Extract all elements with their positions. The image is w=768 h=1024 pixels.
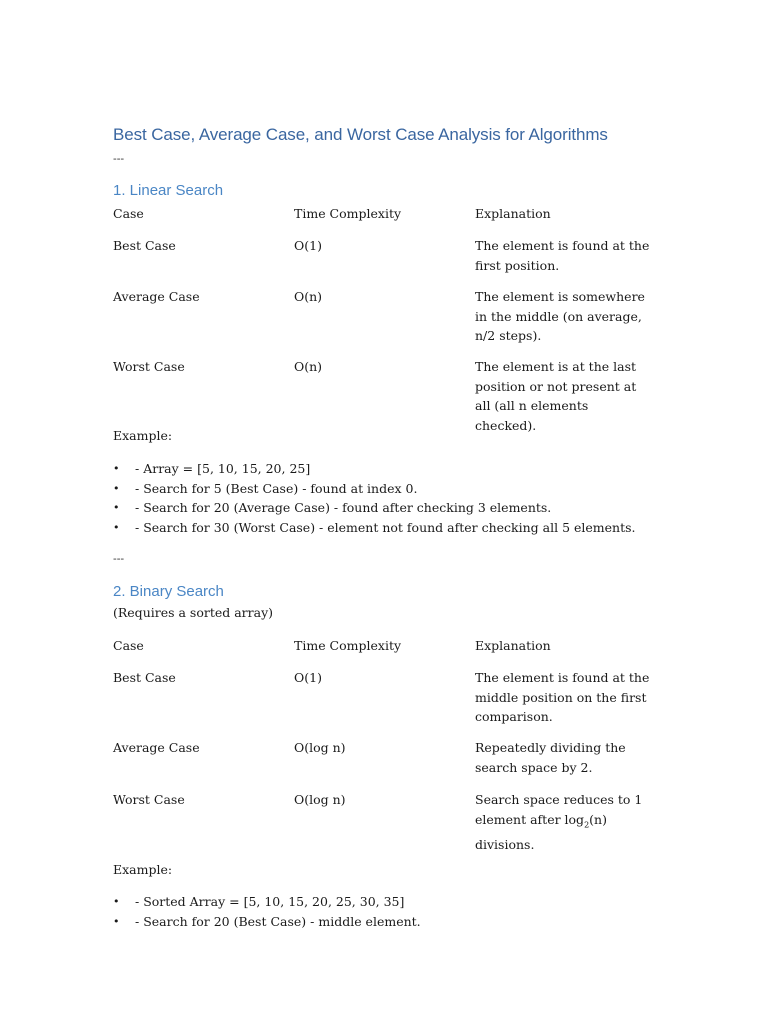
header-explanation: Explanation bbox=[475, 638, 551, 653]
complexity-cell: O(1) bbox=[294, 670, 322, 685]
header-case: Case bbox=[113, 638, 144, 653]
explanation-cell: The element is somewhere in the middle (on average, n/2 steps). bbox=[475, 289, 645, 343]
section-heading-linear-search: 1. Linear Search bbox=[113, 182, 224, 199]
header-time-complexity: Time Complexity bbox=[294, 638, 402, 653]
explanation-text: Search space reduces to 1 element after log bbox=[475, 792, 643, 827]
header-case: Case bbox=[113, 206, 144, 221]
complexity-cell: O(log n) bbox=[294, 792, 346, 807]
binary-search-examples bbox=[113, 892, 421, 931]
example-label: Example: bbox=[113, 428, 173, 443]
bullet-icon: • bbox=[113, 895, 120, 908]
list-item bbox=[113, 912, 421, 932]
bullet-icon: • bbox=[113, 462, 120, 475]
explanation-cell: The element is at the last position or not present at all (all n elements checked). bbox=[475, 359, 637, 433]
case-cell: Average Case bbox=[113, 289, 200, 304]
example-text: - Search for 30 (Worst Case) - element not found after checking all 5 elements. bbox=[135, 519, 636, 535]
document-title: Best Case, Average Case, and Worst Case Analysis for Algorithms bbox=[113, 125, 608, 144]
case-cell: Worst Case bbox=[113, 792, 185, 807]
list-item bbox=[113, 892, 421, 912]
section-heading-binary-search: 2. Binary Search bbox=[113, 583, 224, 600]
explanation-cell: The element is found at the middle position on the first comparison. bbox=[475, 670, 650, 724]
explanation-cell: The element is found at the first position. bbox=[475, 238, 650, 273]
explanation-cell: Repeatedly dividing the search space by 2. bbox=[475, 740, 626, 775]
bullet-icon: • bbox=[113, 481, 120, 495]
example-label: Example: bbox=[113, 862, 173, 877]
explanation-text: (n) divisions. bbox=[475, 811, 607, 852]
explanation-cell bbox=[475, 790, 650, 854]
case-cell: Worst Case bbox=[113, 359, 185, 374]
example-text: - Sorted Array = [5, 10, 15, 20, 25, 30, 35] bbox=[135, 894, 405, 909]
header-explanation: Explanation bbox=[475, 206, 551, 221]
example-text: - Search for 20 (Average Case) - found after checking 3 elements. bbox=[135, 500, 552, 515]
list-item bbox=[113, 498, 636, 518]
list-item bbox=[113, 459, 636, 479]
complexity-cell: O(n) bbox=[294, 289, 323, 304]
example-text: - Search for 20 (Best Case) - middle element. bbox=[135, 913, 421, 929]
list-item bbox=[113, 518, 636, 538]
case-cell: Best Case bbox=[113, 670, 176, 685]
list-item bbox=[113, 479, 636, 499]
example-text: - Array = [5, 10, 15, 20, 25] bbox=[135, 461, 311, 476]
case-cell: Average Case bbox=[113, 740, 200, 755]
bullet-icon: • bbox=[113, 501, 120, 514]
linear-search-examples bbox=[113, 459, 636, 537]
separator: --- bbox=[113, 552, 125, 565]
separator: --- bbox=[113, 152, 125, 165]
example-text: - Search for 5 (Best Case) - found at index 0. bbox=[135, 480, 418, 496]
bullet-icon: • bbox=[113, 914, 120, 928]
section-note: (Requires a sorted array) bbox=[113, 605, 274, 620]
subscript: 2 bbox=[584, 820, 590, 829]
bullet-icon: • bbox=[113, 520, 120, 534]
complexity-cell: O(log n) bbox=[294, 740, 346, 755]
complexity-cell: O(n) bbox=[294, 359, 323, 374]
header-time-complexity: Time Complexity bbox=[294, 206, 402, 221]
case-cell: Best Case bbox=[113, 238, 176, 253]
complexity-cell: O(1) bbox=[294, 238, 322, 253]
